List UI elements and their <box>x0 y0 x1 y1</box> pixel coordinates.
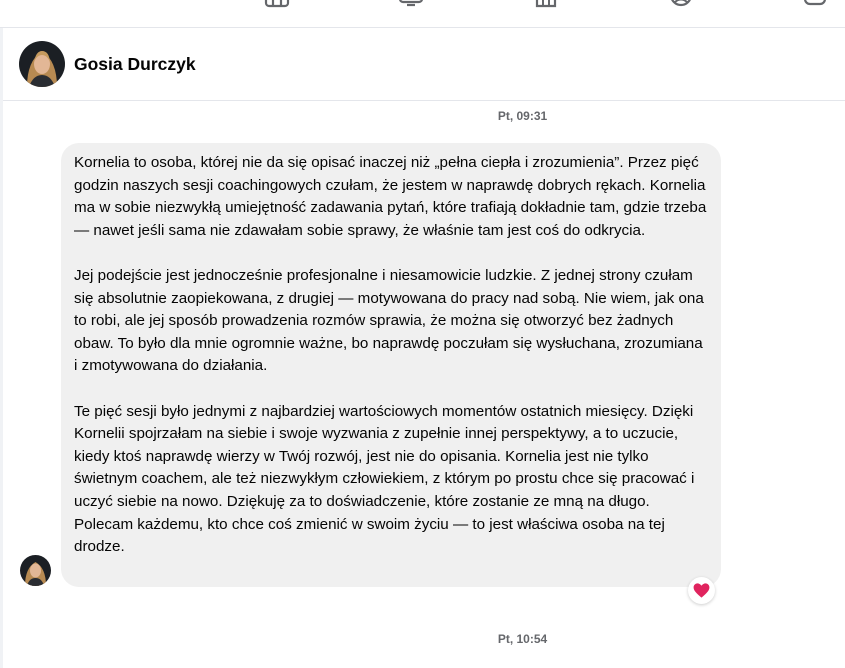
left-divider <box>0 28 3 668</box>
contact-name[interactable]: Gosia Durczyk <box>74 54 196 74</box>
reaction-badge[interactable] <box>688 577 715 604</box>
message-timestamp: Pt, 10:54 <box>497 632 548 646</box>
avatar[interactable] <box>19 41 65 87</box>
message-paragraph: Te pięć sesji było jednymi z najbardziej wartościowych momentów ostatnich miesięcy. Dzięki Kornelii spojrzałam na siebie i swoje wyzwania z zupełnie innej perspektywy, a to uczucie, kiedy ktoś naprawdę wierzy w Twój rozwój, jest nie do opisania. Kornelia jest nie tylko świetnym coachem, ale też niezwykłym człowiekiem, z którym po prostu chce się pracować i uczyć siebie na nowo. Dziękuję za to doświadczenie, które zostanie ze mną na długo. Polecam każdemu, kto chce coś zmienić w swoim życiu — to jest właściwa osoba na tej drodze. <box>74 402 695 556</box>
message-bubble[interactable] <box>61 143 721 587</box>
chat-header <box>3 29 845 101</box>
watch-icon[interactable] <box>398 0 424 8</box>
message-timestamp: Pt, 09:31 <box>497 109 548 123</box>
heart-icon <box>692 581 711 600</box>
message-paragraph: Kornelia to osoba, której nie da się opisać inaczej niż „pełna ciepła i zrozumienia”. Przez pięć godzin naszych sesji coachingowych czułam, że jestem w naprawdę dobrych rękach. Kornelia ma w sobie niezwykłą umiejętność zadawania pytań, które trafiają dokładnie tam, gdzie trzeba — nawet jeśli sama nie zdawałam sobie sprawy, że właśnie tam jest coś do odkrycia. <box>74 154 707 239</box>
message-paragraph: Jej podejście jest jednocześnie profesjonalne i niesamowicie ludzkie. Z jednej strony czułam się absolutnie zaopiekowana, z drugiej — motywowana do pracy nad sobą. Nie wiem, jak ona to robi, ale jej sposób prowadzenia rozmów sprawia, że można się otworzyć bez żadnych obaw. To było dla mnie ogromnie ważne, bo naprawdę poczułam się wysłuchana, zrozumiana i zmotywowana do działania. <box>74 266 704 375</box>
sender-avatar[interactable] <box>20 555 51 586</box>
top-navigation-bar <box>0 0 845 28</box>
marketplace-icon[interactable] <box>264 0 290 8</box>
profile-icon[interactable] <box>668 0 694 8</box>
gaming-icon[interactable] <box>802 0 828 8</box>
groups-icon[interactable] <box>533 0 559 8</box>
